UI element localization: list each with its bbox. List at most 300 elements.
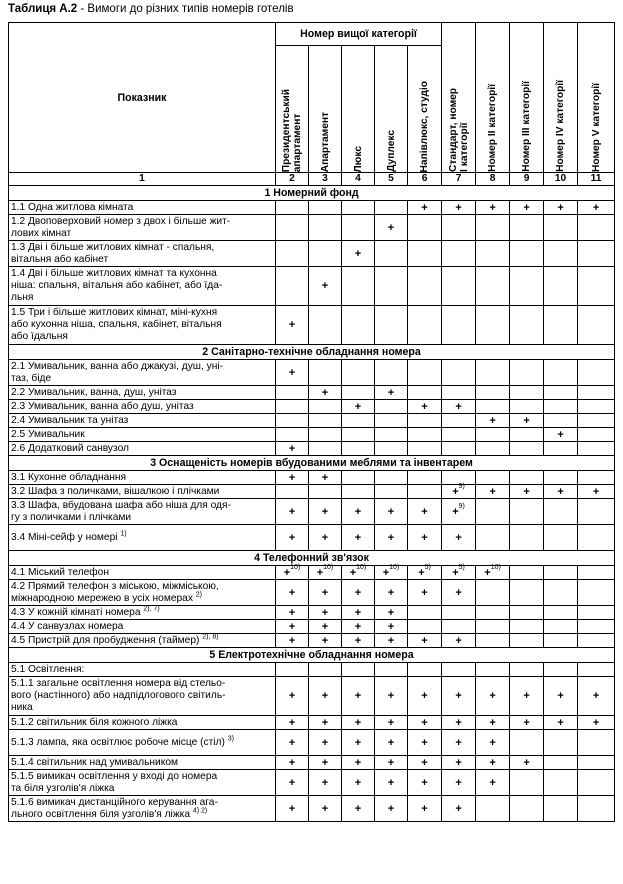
requirement-mark: + — [288, 531, 296, 544]
requirement-cell — [276, 499, 309, 525]
col-header-10: Номер V категорії — [578, 23, 615, 173]
row-label-text: 1.4 Дві і більше житлових кімнат та кухонна ніша: спальня, вітальня або кабінет, або їда- льня — [11, 268, 223, 303]
requirement-cell — [510, 663, 544, 677]
section-title: 2 Санітарно-технічне обладнання номера — [9, 345, 615, 360]
requirement-cell — [476, 471, 510, 485]
footnote-ref: 10) — [389, 563, 400, 571]
requirement-cell — [276, 360, 309, 386]
requirement-mark: + — [321, 716, 329, 729]
requirement-cell — [309, 525, 342, 551]
requirement-cell — [375, 606, 408, 620]
row-label-text: 4.3 У кожній кімнаті номера — [11, 606, 141, 618]
requirement-cell — [276, 770, 309, 796]
requirement-cell — [276, 215, 309, 241]
requirement-cell — [408, 563, 442, 580]
requirement-mark: + — [321, 776, 329, 789]
row-label — [9, 485, 276, 499]
row-label-text: 3.3 Шафа, вбудована шафа або ніша для одя- гу з поличками і плічками — [11, 499, 231, 523]
requirement-cell — [408, 442, 442, 456]
requirement-cell — [442, 306, 476, 345]
column-number: 4 — [342, 173, 375, 186]
row-label — [9, 525, 276, 551]
requirement-cell — [442, 770, 476, 796]
requirement-cell — [375, 442, 408, 456]
requirement-cell — [309, 428, 342, 442]
requirement-cell — [510, 428, 544, 442]
table-row — [9, 215, 615, 241]
requirement-mark: + — [354, 247, 362, 260]
requirement-cell — [476, 716, 510, 730]
requirement-cell — [309, 386, 342, 400]
requirement-mark: + — [321, 280, 329, 292]
requirement-cell — [408, 306, 442, 345]
requirement-cell — [510, 400, 544, 414]
requirement-mark: + — [455, 400, 462, 413]
requirement-mark: + — [489, 485, 496, 498]
table-row — [9, 716, 615, 730]
footnote-ref: 2), 7) — [143, 605, 160, 613]
requirement-cell — [408, 267, 442, 306]
requirement-mark: + — [452, 505, 459, 518]
requirement-cell — [309, 606, 342, 620]
requirement-mark: + — [418, 566, 425, 579]
requirement-cell — [342, 267, 375, 306]
row-label — [9, 471, 276, 485]
requirement-mark: + — [557, 201, 564, 214]
footnote-ref: 10) — [356, 563, 367, 571]
requirement-cell — [442, 677, 476, 716]
requirement-cell — [578, 634, 615, 648]
requirement-mark: + — [321, 736, 329, 749]
column-number: 11 — [578, 173, 615, 186]
requirement-cell — [578, 620, 615, 634]
column-number: 2 — [276, 173, 309, 186]
row-label-text: 4.1 Міський телефон — [11, 566, 109, 578]
requirement-cell — [375, 386, 408, 400]
requirement-cell — [544, 796, 578, 822]
requirement-mark: + — [523, 716, 530, 729]
requirement-mark: + — [387, 690, 395, 702]
row-label — [9, 620, 276, 634]
requirement-cell — [476, 770, 510, 796]
requirement-mark: + — [387, 634, 395, 647]
requirement-mark: + — [421, 776, 428, 789]
requirement-cell — [342, 580, 375, 606]
requirement-mark: + — [452, 485, 459, 498]
requirement-cell — [510, 620, 544, 634]
requirement-cell — [476, 485, 510, 499]
requirement-cell — [510, 634, 544, 648]
requirement-cell — [408, 215, 442, 241]
requirement-cell — [578, 566, 615, 580]
requirement-mark: + — [288, 442, 296, 455]
requirement-cell — [276, 634, 309, 648]
requirement-cell — [578, 485, 615, 499]
requirement-cell — [375, 756, 408, 770]
requirement-cell — [408, 730, 442, 756]
requirement-mark: + — [387, 620, 395, 633]
requirement-cell — [476, 525, 510, 551]
requirement-mark: + — [288, 716, 296, 729]
table-row — [9, 201, 615, 215]
requirement-cell — [342, 360, 375, 386]
table-row — [9, 566, 615, 580]
requirement-cell — [544, 306, 578, 345]
requirement-cell — [309, 499, 342, 525]
row-label — [9, 796, 276, 822]
footnote-ref: 10) — [290, 563, 301, 571]
footnote-ref: 2), 8) — [202, 633, 219, 641]
requirement-mark: + — [288, 471, 296, 484]
requirement-mark: + — [354, 634, 362, 647]
row-label-text: 5.1.3 лампа, яка освітлює робоче місце (стіл) — [11, 736, 225, 748]
requirement-cell — [476, 677, 510, 716]
requirement-cell — [375, 215, 408, 241]
requirement-cell — [578, 215, 615, 241]
requirement-mark: + — [421, 756, 428, 769]
requirement-cell — [408, 716, 442, 730]
requirement-cell — [442, 756, 476, 770]
requirement-cell — [510, 442, 544, 456]
requirement-cell — [510, 267, 544, 306]
requirement-cell — [510, 306, 544, 345]
requirement-cell — [408, 525, 442, 551]
requirement-cell — [342, 620, 375, 634]
table-row — [9, 386, 615, 400]
requirement-cell — [578, 663, 615, 677]
requirement-cell — [476, 563, 510, 580]
footnote-ref: 5) — [424, 563, 431, 571]
requirement-cell — [342, 796, 375, 822]
requirement-cell — [578, 677, 615, 716]
requirement-mark: + — [321, 471, 329, 484]
requirement-mark: + — [455, 756, 462, 769]
requirement-cell — [309, 267, 342, 306]
requirement-cell — [342, 400, 375, 414]
requirement-cell — [276, 677, 309, 716]
requirement-cell — [578, 241, 615, 267]
requirement-cell — [476, 414, 510, 428]
requirement-cell — [276, 716, 309, 730]
row-label — [9, 663, 276, 677]
table-caption — [8, 3, 294, 15]
requirement-cell — [276, 485, 309, 499]
requirement-cell — [544, 499, 578, 525]
requirement-cell — [578, 730, 615, 756]
requirement-mark: + — [387, 736, 395, 749]
requirement-mark: + — [421, 690, 428, 702]
requirement-cell — [309, 620, 342, 634]
requirement-cell — [578, 386, 615, 400]
indicator-header: Показник — [9, 23, 276, 173]
requirement-mark: + — [489, 690, 496, 702]
section-title: 4 Телефонний зв'язок — [9, 551, 615, 566]
requirement-cell — [578, 306, 615, 345]
section-header-row — [9, 186, 615, 201]
requirement-cell — [342, 730, 375, 756]
requirement-mark: + — [387, 586, 395, 599]
footnote-ref: 1) — [120, 530, 127, 538]
requirement-mark: + — [382, 566, 390, 579]
requirement-mark: + — [288, 620, 296, 633]
requirement-cell — [510, 414, 544, 428]
requirement-cell — [544, 241, 578, 267]
requirement-cell — [276, 663, 309, 677]
requirement-mark: + — [387, 716, 395, 729]
requirement-mark: + — [316, 566, 324, 579]
requirement-cell — [342, 716, 375, 730]
requirement-cell — [375, 360, 408, 386]
requirement-cell — [375, 241, 408, 267]
requirement-cell — [342, 499, 375, 525]
requirement-mark: + — [421, 716, 428, 729]
requirement-cell — [276, 241, 309, 267]
row-label-text: 5.1 Освітлення: — [11, 663, 85, 675]
requirement-cell — [510, 796, 544, 822]
requirement-cell — [276, 620, 309, 634]
requirement-cell — [408, 634, 442, 648]
footnote-ref: 9) — [458, 482, 465, 490]
requirement-cell — [476, 360, 510, 386]
requirement-cell — [510, 241, 544, 267]
table-row — [9, 770, 615, 796]
requirement-cell — [309, 580, 342, 606]
requirement-cell — [408, 386, 442, 400]
requirement-mark: + — [557, 716, 564, 729]
requirement-mark: + — [321, 531, 329, 544]
requirement-cell — [309, 215, 342, 241]
requirement-cell — [309, 442, 342, 456]
requirement-cell — [375, 485, 408, 499]
requirement-mark: + — [592, 690, 600, 702]
table-row — [9, 442, 615, 456]
requirement-cell — [544, 215, 578, 241]
requirement-cell — [510, 756, 544, 770]
requirement-cell — [544, 201, 578, 215]
col-header-9: Номер IV категорії — [544, 23, 578, 173]
table-row — [9, 471, 615, 485]
requirement-mark: + — [523, 756, 530, 769]
row-label-text: 3.4 Міні-сейф у номері — [11, 531, 118, 543]
table-row — [9, 730, 615, 756]
requirement-cell — [476, 499, 510, 525]
requirement-cell — [375, 730, 408, 756]
requirement-mark: + — [387, 606, 395, 619]
requirement-mark: + — [354, 505, 362, 518]
requirement-cell — [375, 471, 408, 485]
requirement-cell — [476, 756, 510, 770]
requirements-table — [8, 22, 615, 822]
row-label — [9, 716, 276, 730]
row-label — [9, 677, 276, 716]
requirement-cell — [276, 730, 309, 756]
requirement-cell — [544, 566, 578, 580]
requirement-cell — [309, 796, 342, 822]
requirement-mark: + — [557, 485, 564, 498]
requirement-mark: + — [387, 221, 395, 234]
table-row — [9, 306, 615, 345]
requirement-cell — [510, 606, 544, 620]
table-row — [9, 428, 615, 442]
requirement-cell — [375, 634, 408, 648]
row-label — [9, 499, 276, 525]
row-label-text: 3.1 Кухонне обладнання — [11, 471, 127, 483]
requirement-cell — [544, 471, 578, 485]
requirement-cell — [276, 606, 309, 620]
requirement-mark: + — [387, 386, 395, 399]
requirement-cell — [442, 634, 476, 648]
row-label-text: 2.6 Додатковий санвузол — [11, 442, 129, 454]
table-row — [9, 267, 615, 306]
requirement-mark: + — [421, 802, 428, 815]
requirement-cell — [309, 634, 342, 648]
requirement-cell — [476, 306, 510, 345]
table-body — [9, 186, 615, 822]
requirement-mark: + — [288, 606, 296, 619]
requirement-cell — [276, 306, 309, 345]
row-label-text: 1.5 Три і більше житлових кімнат, міні-кухня або кухонна ніша, спальня, кабінет, вітальня або їдальня — [11, 307, 222, 342]
table-row — [9, 580, 615, 606]
requirement-mark: + — [321, 620, 329, 633]
requirement-mark: + — [354, 531, 362, 544]
requirement-mark: + — [523, 485, 530, 498]
requirement-cell — [309, 677, 342, 716]
requirement-mark: + — [387, 505, 395, 518]
requirement-cell — [578, 414, 615, 428]
table-row — [9, 414, 615, 428]
requirement-cell — [442, 428, 476, 442]
row-label-text: 5.1.2 світильник біля кожного ліжка — [11, 716, 178, 728]
requirement-mark: + — [288, 690, 296, 702]
footnote-ref: 4) 2) — [192, 807, 208, 815]
requirement-mark: + — [321, 756, 329, 769]
requirement-mark: + — [354, 776, 362, 789]
requirement-cell — [276, 563, 309, 580]
table-row — [9, 677, 615, 716]
requirement-cell — [544, 400, 578, 414]
requirement-cell — [375, 677, 408, 716]
row-label — [9, 566, 276, 580]
requirement-cell — [544, 414, 578, 428]
requirement-mark: + — [489, 201, 496, 214]
row-label — [9, 580, 276, 606]
row-label — [9, 306, 276, 345]
requirement-cell — [442, 499, 476, 525]
requirement-cell — [544, 267, 578, 306]
requirement-mark: + — [421, 400, 428, 413]
row-label — [9, 756, 276, 770]
requirement-mark: + — [288, 505, 296, 518]
requirement-cell — [309, 485, 342, 499]
requirement-mark: + — [288, 756, 296, 769]
requirement-mark: + — [455, 634, 462, 647]
section-title: 3 Оснащеність номерів вбудованими меблями та інвентарем — [9, 456, 615, 471]
requirement-cell — [510, 201, 544, 215]
row-label-text: 2.5 Умивальник — [11, 428, 85, 440]
col-header-4: Дуплекс — [375, 46, 408, 173]
requirement-cell — [276, 201, 309, 215]
requirement-cell — [375, 525, 408, 551]
requirement-cell — [342, 215, 375, 241]
requirement-cell — [276, 796, 309, 822]
requirement-mark: + — [489, 736, 496, 749]
footnote-ref: 2) — [195, 591, 202, 599]
requirement-mark: + — [387, 531, 395, 544]
requirement-cell — [476, 201, 510, 215]
requirement-cell — [544, 716, 578, 730]
requirement-mark: + — [354, 802, 362, 815]
requirement-cell — [408, 471, 442, 485]
requirement-cell — [408, 580, 442, 606]
caption-label: Таблиця А.2 — [8, 3, 78, 15]
requirement-mark: + — [421, 201, 428, 214]
section-header-row — [9, 345, 615, 360]
requirement-cell — [309, 414, 342, 428]
row-label-text: 5.1.4 світильник над умивальником — [11, 756, 178, 768]
requirement-cell — [442, 580, 476, 606]
section-header-row — [9, 551, 615, 566]
requirement-cell — [510, 566, 544, 580]
requirement-cell — [510, 215, 544, 241]
requirement-mark: + — [592, 485, 600, 498]
requirement-mark: + — [523, 201, 530, 214]
requirement-cell — [309, 770, 342, 796]
requirement-cell — [544, 606, 578, 620]
requirement-cell — [578, 716, 615, 730]
requirement-cell — [442, 563, 476, 580]
requirement-mark: + — [592, 201, 600, 214]
requirement-cell — [442, 482, 476, 499]
column-number: 6 — [408, 173, 442, 186]
row-label — [9, 360, 276, 386]
requirement-mark: + — [452, 566, 459, 579]
requirement-cell — [342, 428, 375, 442]
requirement-cell — [342, 306, 375, 345]
requirement-cell — [510, 730, 544, 756]
requirement-cell — [578, 428, 615, 442]
column-number: 9 — [510, 173, 544, 186]
requirement-cell — [342, 770, 375, 796]
requirement-cell — [510, 770, 544, 796]
requirement-cell — [342, 442, 375, 456]
requirement-cell — [276, 525, 309, 551]
requirement-cell — [342, 386, 375, 400]
requirement-cell — [442, 442, 476, 456]
requirement-cell — [408, 677, 442, 716]
row-label — [9, 770, 276, 796]
requirement-cell — [544, 770, 578, 796]
row-label-text: 1.3 Дві і більше житлових кімнат - спальня, вітальня або кабінет — [11, 241, 215, 265]
requirement-mark: + — [387, 802, 395, 815]
row-label — [9, 241, 276, 267]
requirement-cell — [375, 770, 408, 796]
requirement-mark: + — [421, 531, 428, 544]
footnote-ref: 10) — [323, 563, 334, 571]
column-number-row — [9, 173, 615, 186]
row-label-text: 5.1.5 вимикач освітлення у вході до номера та біля узголів'я ліжка — [11, 770, 218, 794]
row-label — [9, 400, 276, 414]
requirement-cell — [342, 606, 375, 620]
requirement-cell — [476, 606, 510, 620]
requirement-mark: + — [455, 802, 462, 815]
row-label-text: 2.2 Умивальник, ванна, душ, унітаз — [11, 386, 177, 398]
requirement-cell — [309, 360, 342, 386]
requirement-cell — [408, 499, 442, 525]
requirement-cell — [442, 414, 476, 428]
requirement-mark: + — [484, 566, 491, 579]
requirement-mark: + — [557, 690, 564, 702]
requirement-cell — [276, 580, 309, 606]
